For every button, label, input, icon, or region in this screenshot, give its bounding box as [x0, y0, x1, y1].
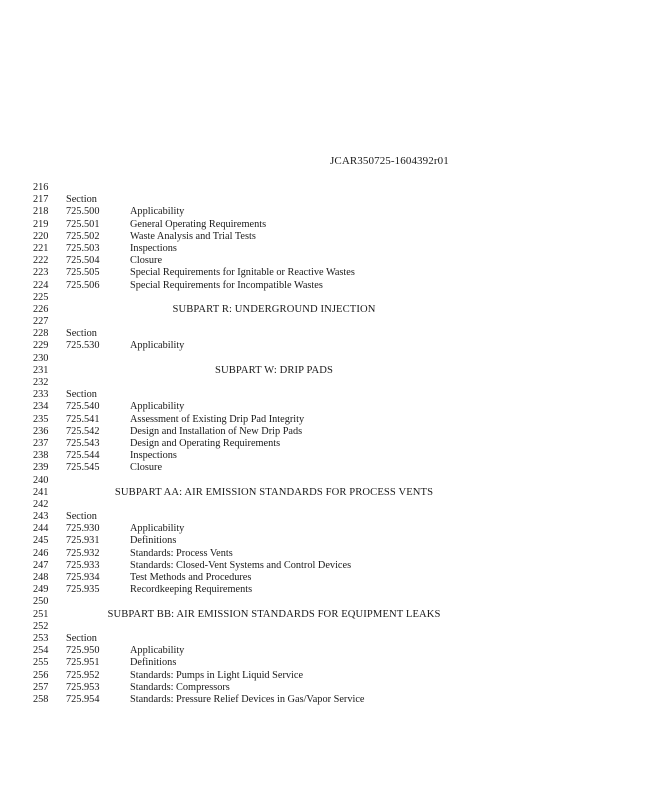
line-number: 250 — [33, 596, 49, 608]
subpart-heading: SUBPART R: UNDERGROUND INJECTION — [172, 303, 376, 315]
section-label: Section — [66, 511, 97, 523]
section-title: Applicability — [130, 401, 185, 413]
document-line — [0, 475, 665, 487]
document-line — [0, 389, 665, 401]
document-line — [0, 657, 665, 669]
section-number: 725.544 — [66, 450, 100, 462]
section-number: 725.930 — [66, 523, 100, 535]
line-number: 227 — [33, 316, 49, 328]
section-number: 725.505 — [66, 267, 100, 279]
section-title: Closure — [130, 255, 163, 267]
line-number: 253 — [33, 632, 49, 644]
subpart-heading-line — [0, 609, 665, 621]
section-title: Special Requirements for Incompatible Wastes — [130, 279, 323, 291]
document-line — [0, 633, 665, 645]
document-line — [0, 584, 665, 596]
section-title: Standards: Compressors — [130, 681, 230, 693]
line-number: 239 — [33, 462, 49, 474]
document-line — [0, 401, 665, 413]
line-number: 235 — [33, 413, 49, 425]
line-number: 232 — [33, 377, 49, 388]
section-number: 725.540 — [66, 401, 100, 413]
section-title: Standards: Closed-Vent Systems and Control Devices — [130, 559, 352, 571]
section-title: Assessment of Existing Drip Pad Integrity — [130, 413, 305, 425]
line-number: 222 — [33, 255, 49, 267]
line-number: 254 — [33, 645, 49, 657]
document-line — [0, 194, 665, 206]
document-line — [0, 292, 665, 304]
line-number: 219 — [33, 218, 49, 230]
document-line — [0, 206, 665, 218]
section-title: Applicability — [130, 340, 185, 352]
line-number: 230 — [33, 352, 49, 364]
line-number: 217 — [33, 194, 49, 206]
document-line — [0, 499, 665, 511]
line-number: 256 — [33, 669, 49, 681]
section-number: 725.953 — [66, 681, 100, 693]
subpart-heading: SUBPART W: DRIP PADS — [214, 364, 334, 376]
subpart-heading-line — [0, 487, 665, 499]
document-line — [0, 438, 665, 450]
section-label: Section — [66, 632, 97, 644]
section-number: 725.501 — [66, 218, 100, 230]
line-number: 238 — [33, 450, 49, 462]
section-number: 725.542 — [66, 425, 100, 437]
line-number: 220 — [33, 230, 49, 242]
line-number: 225 — [33, 291, 49, 303]
line-number: 240 — [33, 474, 49, 486]
document-line — [0, 694, 665, 706]
line-number: 241 — [33, 486, 49, 498]
section-number: 725.950 — [66, 645, 100, 657]
section-label: Section — [66, 194, 97, 206]
document-line — [0, 280, 665, 292]
line-number: 247 — [33, 559, 49, 571]
subpart-heading-line — [0, 365, 665, 377]
line-number: 257 — [33, 681, 49, 693]
line-number: 236 — [33, 425, 49, 437]
section-title: General Operating Requirements — [130, 218, 267, 230]
line-number: 251 — [33, 608, 49, 620]
line-number: 223 — [33, 267, 49, 279]
document-line — [0, 316, 665, 328]
document-line — [0, 511, 665, 523]
section-number: 725.935 — [66, 584, 100, 596]
section-title: Inspections — [130, 242, 177, 254]
section-number: 725.543 — [66, 437, 100, 449]
section-number: 725.933 — [66, 559, 100, 571]
section-number: 725.545 — [66, 462, 100, 474]
line-number: 244 — [33, 523, 49, 535]
section-title: Standards: Pressure Relief Devices in Gas/Vapor Service — [130, 693, 365, 705]
document-line — [0, 560, 665, 572]
section-label: Section — [66, 328, 97, 340]
section-number: 725.954 — [66, 693, 100, 705]
document-line — [0, 548, 665, 560]
section-title: Inspections — [130, 450, 177, 462]
subpart-heading: SUBPART AA: AIR EMISSION STANDARDS FOR PROCESS VENTS — [114, 486, 434, 498]
subpart-heading-line — [0, 304, 665, 316]
document-line — [0, 243, 665, 255]
section-number: 725.504 — [66, 255, 100, 267]
section-number: 725.932 — [66, 547, 100, 559]
line-number: 252 — [33, 620, 49, 632]
section-title: Test Methods and Procedures — [130, 572, 252, 583]
line-number: 237 — [33, 437, 49, 449]
document-line — [0, 682, 665, 694]
line-number: 242 — [33, 498, 49, 510]
document-line — [0, 572, 665, 584]
section-number: 725.934 — [66, 572, 100, 583]
line-number: 221 — [33, 242, 49, 254]
line-number: 226 — [33, 303, 49, 315]
section-number: 725.503 — [66, 242, 100, 254]
document-line — [0, 377, 665, 389]
section-title: Design and Operating Requirements — [130, 437, 281, 449]
section-number: 725.530 — [66, 340, 100, 352]
document-line — [0, 535, 665, 547]
line-number: 233 — [33, 389, 49, 401]
section-title: Recordkeeping Requirements — [130, 584, 253, 596]
line-number: 243 — [33, 511, 49, 523]
document-line — [0, 523, 665, 535]
document-line — [0, 267, 665, 279]
section-number: 725.931 — [66, 535, 100, 547]
document-body — [0, 182, 665, 706]
line-number: 255 — [33, 657, 49, 669]
document-line — [0, 670, 665, 682]
line-number: 231 — [33, 364, 49, 376]
section-title: Standards: Process Vents — [130, 547, 233, 559]
section-title: Applicability — [130, 206, 185, 218]
section-number: 725.952 — [66, 669, 100, 681]
line-number: 245 — [33, 535, 49, 547]
document-line — [0, 414, 665, 426]
section-title: Special Requirements for Ignitable or Reactive Wastes — [130, 267, 355, 279]
document-line — [0, 462, 665, 474]
line-number: 216 — [33, 182, 49, 193]
line-number: 249 — [33, 584, 49, 596]
section-label: Section — [66, 389, 97, 401]
document-line — [0, 255, 665, 267]
section-title: Applicability — [130, 523, 185, 535]
line-number: 218 — [33, 206, 49, 218]
section-title: Applicability — [130, 645, 185, 657]
section-number: 725.541 — [66, 413, 100, 425]
subpart-heading: SUBPART BB: AIR EMISSION STANDARDS FOR EQUIPMENT LEAKS — [107, 608, 441, 620]
line-number: 248 — [33, 572, 49, 583]
section-title: Definitions — [130, 657, 177, 669]
section-title: Closure — [130, 462, 163, 474]
section-title: Standards: Pumps in Light Liquid Service — [130, 669, 304, 681]
document-line — [0, 621, 665, 633]
section-number: 725.951 — [66, 657, 100, 669]
document-line — [0, 231, 665, 243]
document-line — [0, 450, 665, 462]
line-number: 229 — [33, 340, 49, 352]
section-title: Waste Analysis and Trial Tests — [130, 230, 256, 242]
document-code-header: JCAR350725-1604392r01 — [330, 155, 449, 167]
line-number: 228 — [33, 328, 49, 340]
line-number: 258 — [33, 693, 49, 705]
line-number: 234 — [33, 401, 49, 413]
document-line — [0, 328, 665, 340]
section-number: 725.502 — [66, 230, 100, 242]
line-number: 246 — [33, 547, 49, 559]
section-number: 725.500 — [66, 206, 100, 218]
document-line — [0, 340, 665, 352]
section-number: 725.506 — [66, 279, 100, 291]
section-title: Design and Installation of New Drip Pads — [130, 425, 303, 437]
document-line — [0, 353, 665, 365]
line-number: 224 — [33, 279, 49, 291]
document-line — [0, 645, 665, 657]
document-line — [0, 596, 665, 608]
section-title: Definitions — [130, 535, 177, 547]
document-line — [0, 426, 665, 438]
document-line — [0, 219, 665, 231]
document-line — [0, 182, 665, 194]
